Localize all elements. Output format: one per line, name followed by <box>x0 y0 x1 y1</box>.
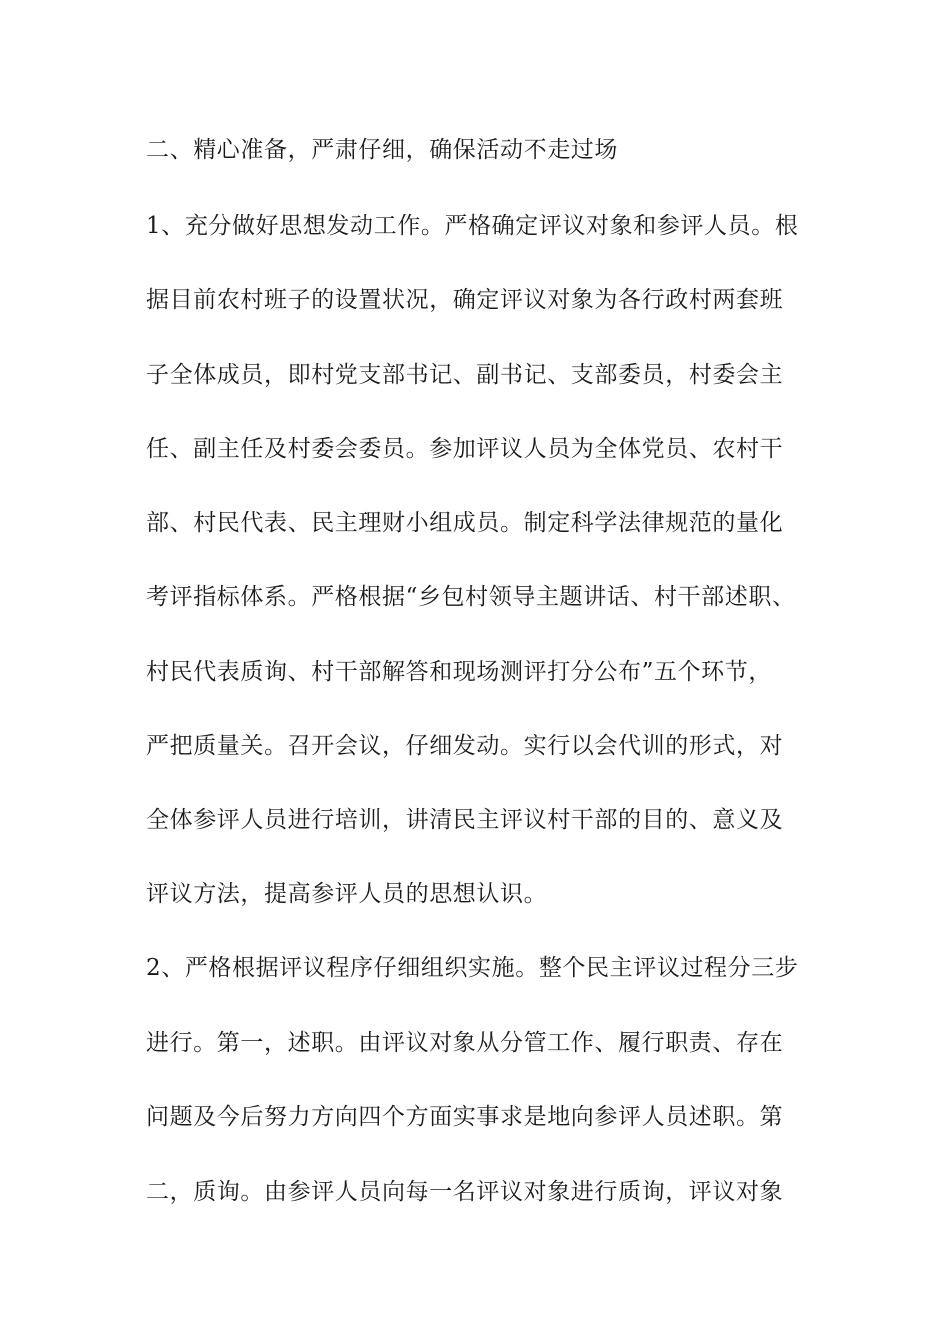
paragraph-line: 二，质询。由参评人员向每一名评议对象进行质询，评议对象 <box>146 1179 784 1205</box>
section-heading: 二、精心准备，严肃仔细，确保活动不走过场 <box>146 137 618 163</box>
paragraph-line: 考评指标体系。严格根据“乡包村领导主题讲话、村干部述职、 <box>146 584 796 610</box>
paragraph-line: 评议方法，提高参评人员的思想认识。 <box>146 881 548 907</box>
paragraph-line: 问题及今后努力方向四个方面实事求是地向参评人员述职。第 <box>146 1104 784 1130</box>
paragraph-line: 子全体成员，即村党支部书记、副书记、支部委员，村委会主 <box>146 362 784 388</box>
paragraph-line: 1、充分做好思想发动工作。严格确定评议对象和参评人员。根 <box>146 213 799 239</box>
paragraph-line: 据目前农村班子的设置状况，确定评议对象为各行政村两套班 <box>146 287 784 313</box>
paragraph-line: 任、副主任及村委会委员。参加评议人员为全体党员、农村干 <box>146 436 784 462</box>
paragraph-line: 全体参评人员进行培训，讲清民主评议村干部的目的、意义及 <box>146 807 784 833</box>
paragraph-line: 严把质量关。召开会议，仔细发动。实行以会代训的形式，对 <box>146 733 784 759</box>
paragraph-line: 村民代表质询、村干部解答和现场测评打分公布”五个环节， <box>146 659 772 685</box>
paragraph-line: 部、村民代表、民主理财小组成员。制定科学法律规范的量化 <box>146 510 784 536</box>
paragraph-line: 2、严格根据评议程序仔细组织实施。整个民主评议过程分三步 <box>146 955 799 981</box>
paragraph-line: 进行。第一，述职。由评议对象从分管工作、履行职责、存在 <box>146 1030 784 1056</box>
